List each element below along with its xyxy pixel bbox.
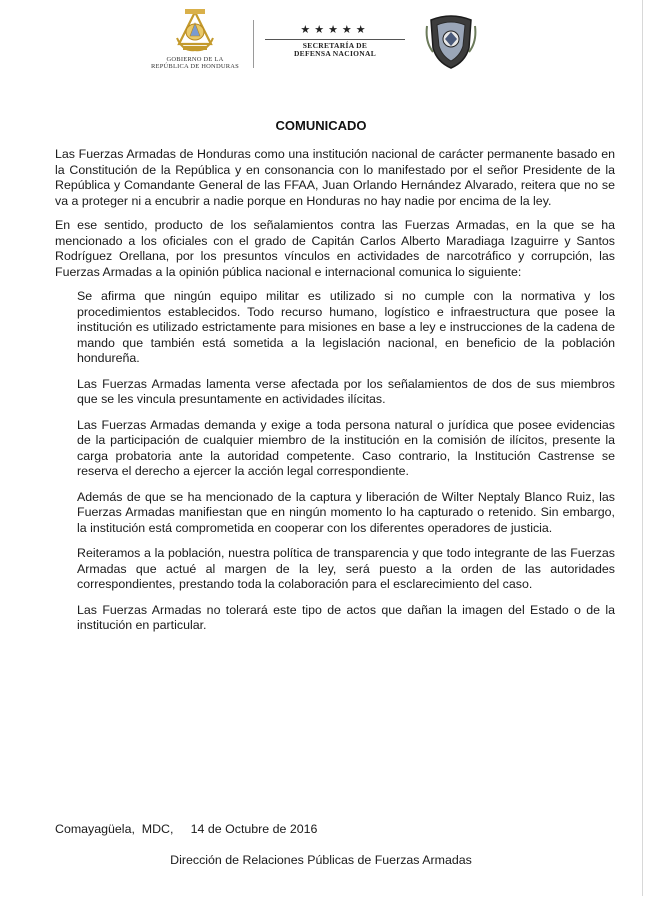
issuing-office: Dirección de Relaciones Públicas de Fuerzas Armadas: [170, 853, 472, 867]
ministry-name-line-2: DEFENSA NACIONAL: [293, 49, 377, 58]
ministry-header: [261, 25, 409, 58]
statement-point-2: Las Fuerzas Armadas lamenta verse afectada por los señalamientos de dos de sus miembros que se les vincula presuntamente en actividades ilícitas.: [77, 376, 615, 406]
place-and-date: Comayagüela, MDC, 14 de Octubre de 2016: [55, 822, 318, 836]
header-divider: [253, 20, 254, 68]
document-body: [55, 147, 615, 644]
government-logo: [145, 8, 245, 70]
government-seal-line-2: REPÚBLICA DE HONDURAS: [151, 63, 239, 70]
statement-point-3: Las Fuerzas Armadas demanda y exige a toda persona natural o jurídica que posee evidencias de la participación de cualquier miembro de la institución en la comisión de ilícitos, presente la carga probatoria ante la autoridad competente. Caso contrario, la Institución Castrense se reserva el derecho a ejercer la acción legal correspondiente.: [77, 417, 615, 478]
ministry-stars: ★★★★★: [300, 24, 370, 36]
honduras-coat-of-arms-icon: [173, 8, 217, 54]
document-page: [3, 0, 643, 896]
statement-point-5: Reiteramos a la población, nuestra política de transparencia y que todo integrante de las Fuerzas Armadas que actué al margen de la ley, será puesto a la orden de las autoridades correspondientes, prestando toda la colaboración para el esclarecimiento del caso.: [77, 546, 615, 591]
document-title: COMUNICADO: [275, 118, 367, 133]
intro-paragraph-2: En ese sentido, producto de los señalamientos contra las Fuerzas Armadas, en la que se ha mencionado a los oficiales con el grado de Capitán Carlos Alberto Maradiaga Izaguirre y Santos Rodríguez Orellana, por los presuntos vínculos en actividades de narcotráfico y corrupción, las Fuerzas Armadas a la opinión pública nacional e internacional comunica lo siguiente:: [55, 218, 615, 279]
statement-point-4: Además de que se ha mencionado de la captura y liberación de Wilter Neptaly Blanco Ruiz, las Fuerzas Armadas manifiestan que en ningún momento lo ha capturado o retenido. Sin embargo, la institución está comprometida en cooperar con los diferentes operadores de justicia.: [77, 489, 615, 535]
intro-paragraph-1: Las Fuerzas Armadas de Honduras como una institución nacional de carácter permanente basado en la Constitución de la República y en consonancia con lo manifestado por el señor Presidente de la República y Comandante General de las FFAA, Juan Orlando Hernández Alvarado, reitera que no se va a proteger ni a encubrir a nadie porque en Honduras no hay nadie por encima de la ley.: [55, 147, 615, 208]
government-seal-line-1: GOBIERNO DE LA: [166, 56, 224, 63]
statement-points: [77, 289, 615, 634]
ministry-rule: [265, 39, 405, 40]
statement-point-6: Las Fuerzas Armadas no tolerará este tipo de actos que dañan la imagen del Estado o de la institución en particular.: [77, 602, 615, 632]
government-seal-caption: [145, 56, 245, 70]
ministry-name: [261, 42, 409, 58]
ministry-name-line-1: SECRETARÍA DE: [302, 41, 368, 50]
armed-forces-shield-icon: [425, 12, 477, 70]
letterhead: [3, 0, 643, 90]
statement-point-1: Se afirma que ningún equipo militar es utilizado si no cumple con la normativa y los procedimientos establecidos. Todo recurso humano, logístico e infraestructura que posee la institución es utilizado estrictamente para misiones en base a ley e instrucciones de la cadena de mando que también está sometida a la legislación nacional, en beneficio de la población hondureña.: [77, 289, 615, 365]
